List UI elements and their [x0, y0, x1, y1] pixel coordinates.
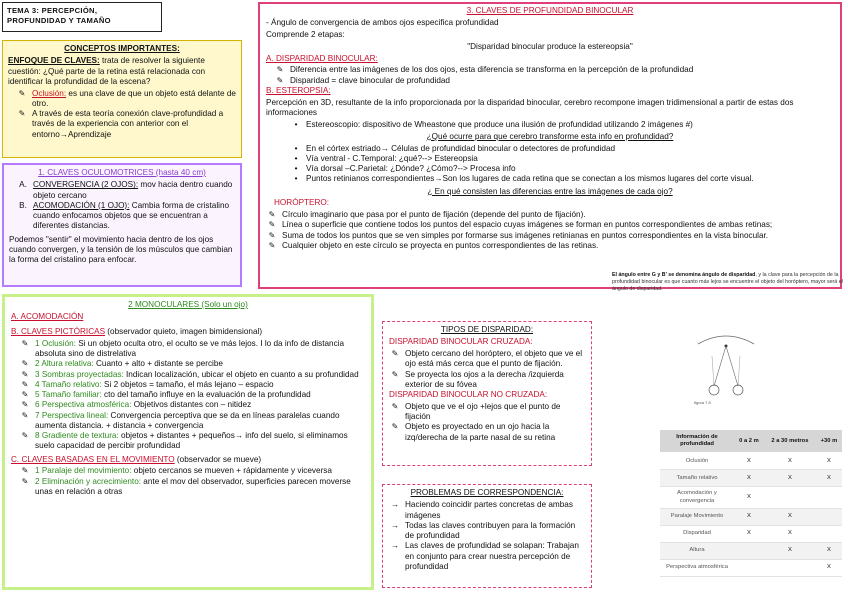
disparity-title: A. DISPARIDAD BINOCULAR:: [266, 53, 378, 63]
oculomotor-header: 1. CLAVES OCULOMOTRICES (hasta 40 cm): [38, 168, 206, 177]
oculomotor-item-letter: B.: [19, 200, 27, 210]
stereopsis-text: Percepción en 3D, resultante de la info proporcionada por la disparidad binocular, cerebro recompone imagen tridimensional a partir de estas dos informaciones: [266, 97, 794, 117]
correspondence-item-text: Haciendo coincidir partes concretas de ambas imágenes: [405, 500, 573, 520]
motion-cue-text: objeto cercanos se mueven + rápidamente y viceversa: [131, 466, 332, 476]
pencil-bullet-icon: ✎: [21, 338, 29, 348]
monocular-box: [2, 294, 374, 590]
table-header: 2 a 30 metros: [764, 430, 816, 453]
pencil-bullet-icon: ✎: [268, 210, 276, 219]
concepts-lead-text: trata de resolver la siguiente cuestión: ¿Qué parte de la retina está relacionada con identificar la profundidad de la escena?: [8, 56, 206, 86]
pictorial-cue: [11, 359, 365, 369]
table-row: [660, 453, 842, 470]
horopter-item: [266, 210, 834, 220]
pictorial-cue-label: 2 Altura relativa:: [35, 359, 94, 369]
table-cell: X: [764, 453, 816, 470]
uncrossed-item: [389, 422, 585, 443]
oculomotor-item-bold: ACOMODACIÓN (1 OJO):: [33, 200, 130, 210]
depth-cues-table: [660, 430, 842, 577]
pictorial-cue: [11, 411, 365, 432]
q1-item: [266, 144, 834, 154]
pencil-bullet-icon: ✎: [268, 230, 276, 240]
pictorial-cue: [11, 370, 365, 380]
motion-cue: [11, 477, 365, 498]
figure-label: figura 7.8: [694, 400, 711, 405]
correspondence-item: [389, 541, 585, 572]
correspondence-header: PROBLEMAS DE CORRESPONDENCIA:: [410, 488, 564, 497]
pictorial-cue-label: 4 Tamaño relativo:: [35, 379, 102, 389]
q1-item-text: Vía ventral - C.Temporal: ¿qué?--> Estereopsia: [306, 153, 478, 163]
concepts-lead: [8, 56, 236, 87]
disparity-types-header: TIPOS DE DISPARIDAD:: [440, 325, 534, 334]
motion-sub: (observador se mueve): [174, 454, 262, 464]
binocular-quote: "Disparidad binocular produce la estereopsia": [467, 41, 633, 51]
oculomotor-item: [9, 201, 235, 232]
concepts-item-bold: Oclusión:: [32, 88, 67, 98]
table-cell: X: [816, 542, 842, 559]
oculomotor-item-bold: CONVERGENCIA (2 OJOS):: [33, 180, 139, 190]
pictorial-cue: [11, 380, 365, 390]
motion-cue-label: 1 Paralaje del movimiento:: [35, 466, 132, 476]
figure-caption-text: , y la clave para la percepción de la profundidad binocular es que cuanto más lejos se encuentre el objeto del horóptero, mayor será el ángulo de disparidad.: [612, 272, 843, 292]
table-row-label: Oclusión: [660, 453, 734, 470]
pictorial-cue-text: Si un objeto oculta otro, el oculto se ve más lejos. I lo da info de distancia absoluta sino de distrelativa: [35, 338, 345, 358]
pictorial-cue-label: 6 Perspectiva atmosférica:: [35, 400, 132, 410]
horopter-item-text: Cualquier objeto en este círculo se proyecta en puntos correspondientes de las retinas.: [282, 240, 599, 250]
table-row: [660, 542, 842, 559]
accommodation-title: A. ACOMODACIÓN: [11, 312, 84, 322]
table-cell: [816, 525, 842, 542]
figure-panel: [596, 270, 844, 594]
pencil-bullet-icon: ✎: [391, 401, 399, 411]
pictorial-heading: [11, 327, 365, 337]
pictorial-cue: [11, 400, 365, 410]
stereoscope-item: [266, 120, 834, 130]
disparity-eye-diagram: [692, 326, 760, 408]
uncrossed-item-text: Objeto que ve el ojo +lejos que el punto de fijación: [405, 401, 561, 421]
pictorial-cue: [11, 431, 365, 452]
horopter-item: [266, 231, 834, 241]
table-row-label: Disparidad: [660, 525, 734, 542]
crossed-item-text: Se proyecta los ojos a la derecha /izquierda exterior de su fóvea: [405, 369, 564, 389]
binocular-intro1: - Ángulo de convergencia de ambos ojos especifica profundidad: [266, 18, 499, 28]
dot-bullet-icon: •: [294, 164, 298, 173]
table-cell: X: [734, 487, 764, 508]
concepts-lead-bold: ENFOQUE DE CLAVES:: [8, 56, 100, 66]
table-row: [660, 525, 842, 542]
q1-item: [266, 174, 834, 184]
table-cell: X: [764, 470, 816, 487]
pencil-bullet-icon: ✎: [21, 359, 29, 369]
oculomotor-item-text: mov hacia dentro cuando objeto cercano: [33, 180, 233, 200]
arrow-right-icon: →: [390, 500, 400, 510]
oculomotor-item-text: Cambia forma de cristalino cuando enfocamos objetos que se encuentran a diferentes distancias.: [33, 200, 230, 231]
crossed-title: DISPARIDAD BINOCULAR CRUZADA:: [389, 337, 533, 347]
concepts-header: CONCEPTOS IMPORTANTES:: [64, 44, 180, 53]
table-row-label: Tamaño relativo: [660, 470, 734, 487]
correspondence-item: [389, 500, 585, 521]
pictorial-cue-text: objetos + distantes + pequeños→ info del suelo, si eliminamos suelo capacidad de percibir profundidad: [35, 431, 348, 451]
pencil-bullet-icon: ✎: [391, 369, 399, 379]
pencil-bullet-icon: ✎: [18, 88, 26, 98]
table-cell: [816, 487, 842, 508]
pictorial-cue: [11, 339, 365, 360]
pictorial-cue-text: cto del tamaño influye en la evaluación de la profundidad: [101, 390, 311, 399]
stereoscope-text: Estereoscopio: dispositivo de Wheastone que produce una ilusión de profundidad utilizando 2 imágenes #): [306, 119, 693, 129]
dot-bullet-icon: •: [294, 153, 298, 163]
horopter-item: [266, 241, 834, 251]
pencil-bullet-icon: ✎: [276, 65, 284, 75]
topic-title: [2, 2, 162, 32]
correspondence-box: [382, 484, 592, 588]
pencil-bullet-icon: ✎: [268, 240, 276, 250]
table-cell: X: [816, 453, 842, 470]
dot-bullet-icon: •: [294, 174, 298, 184]
table-cell: [764, 487, 816, 508]
oculomotor-box: [2, 163, 242, 287]
motion-title: C. CLAVES BASADAS EN EL MOVIMIENTO: [11, 454, 175, 464]
oculomotor-item: [9, 180, 235, 201]
table-header: 0 a 2 m: [734, 430, 764, 453]
pencil-bullet-icon: ✎: [391, 422, 399, 432]
table-row-label: Perspectiva atmosférica: [660, 559, 734, 576]
disparity-item-text: Diferencia entre las imágenes de los dos ojos, esta diferencia se transforma en la percepción de la profundidad: [290, 65, 694, 75]
table-cell: X: [764, 508, 816, 525]
monocular-header: 2 MONOCULARES (Solo un ojo): [128, 300, 248, 309]
figure-caption-bold: El ángulo entre G y B' se denomina ángulo de disparidad: [612, 272, 756, 278]
pictorial-cue-label: 5 Tamaño familiar:: [35, 390, 102, 399]
topic-title-line1: TEMA 3: PERCEPCIÓN,: [7, 6, 98, 15]
crossed-item: [389, 370, 585, 391]
pencil-bullet-icon: ✎: [18, 109, 26, 118]
motion-heading: [11, 455, 365, 465]
horopter-item-text: Círculo imaginario que pasa por el punto de fijación (depende del punto de fijación).: [282, 210, 586, 219]
uncrossed-title: DISPARIDAD BINOCULAR NO CRUZADA:: [389, 390, 548, 399]
oculomotor-item-letter: A.: [19, 180, 27, 190]
disparity-types-box: [382, 321, 592, 466]
pictorial-cue-text: Indican localización, ubicar el objeto en cuanto a su profundidad: [123, 369, 359, 379]
question-1: ¿Qué ocurre para que cerebro transforme esta info en profundidad?: [426, 131, 674, 141]
table-cell: X: [816, 559, 842, 576]
table-cell: X: [734, 453, 764, 470]
correspondence-item-text: Todas las claves contribuyen para la formación de profundidad: [405, 520, 576, 540]
table-row: [660, 487, 842, 508]
pencil-bullet-icon: ✎: [268, 220, 276, 230]
horopter-item-text: Suma de todos los puntos que se ven simples por formarse sus imágenes retinianas en puntos correspondientes en la vista binocular.: [282, 230, 769, 240]
pictorial-cue-text: Cuanto + alto + distante se percibe: [93, 359, 223, 369]
disparity-item: [266, 65, 834, 75]
concepts-item-text: es una clave de que un objeto está delante de otro.: [32, 88, 236, 108]
stereopsis-title: B. ESTEROPSIA:: [266, 85, 331, 95]
pencil-bullet-icon: ✎: [21, 390, 29, 399]
uncrossed-item: [389, 402, 585, 423]
concepts-item-text: A través de esta teoría conexión clave-profundidad a través de la experiencia con anterior con el entorno→Aprendizaje: [32, 109, 224, 139]
topic-title-line2: PROFUNDIDAD Y TAMAÑO: [7, 16, 111, 26]
motion-cue: [11, 466, 365, 476]
table-cell: [734, 559, 764, 576]
binocular-header: 3. CLAVES DE PROFUNDIDAD BINOCULAR: [466, 6, 634, 15]
table-row-label: Acomodación y convergencia: [660, 487, 734, 508]
table-cell: X: [734, 525, 764, 542]
pictorial-cue-label: 7 Perspectiva lineal:: [35, 410, 109, 420]
dot-bullet-icon: •: [294, 143, 298, 153]
table-row: [660, 559, 842, 576]
pencil-bullet-icon: ✎: [21, 410, 29, 420]
motion-cue-label: 2 Eliminación y acrecimiento:: [35, 476, 142, 486]
pencil-bullet-icon: ✎: [21, 431, 29, 440]
table-cell: X: [764, 525, 816, 542]
pencil-bullet-icon: ✎: [21, 369, 29, 379]
pencil-bullet-icon: ✎: [276, 75, 284, 85]
table-header: Información de profundidad: [660, 430, 734, 453]
table-row-label: Paralaje Movimiento: [660, 508, 734, 525]
figure-caption: [612, 272, 844, 293]
pictorial-cue-text: Objetivos distantes con – nitidez: [131, 400, 252, 410]
correspondence-item: [389, 521, 585, 542]
table-cell: X: [764, 542, 816, 559]
pencil-bullet-icon: ✎: [21, 476, 29, 486]
concepts-item: [8, 109, 236, 140]
concepts-item: [8, 89, 236, 110]
pencil-bullet-icon: ✎: [21, 379, 29, 389]
table-row: [660, 508, 842, 525]
q1-item: [266, 154, 834, 164]
pictorial-cue: [11, 390, 365, 400]
pictorial-cue-text: Si 2 objetos = tamaño, el más lejano – espacio: [101, 379, 274, 389]
horopter-title: HORÓPTERO:: [274, 198, 330, 208]
q1-item-text: Vía dorsal –C.Parietal: ¿Dónde? ¿Cómo?--> Procesa info: [306, 164, 516, 173]
concepts-box: [2, 40, 242, 158]
horopter-item-text: Línea o superficie que contiene todos los puntos del espacio cuyas imágenes se forman en puntos correspondientes de ambas retinas;: [282, 220, 773, 230]
pencil-bullet-icon: ✎: [391, 349, 399, 358]
pictorial-cue-label: 3 Sombras proyectadas:: [35, 369, 124, 379]
disparity-item: [266, 76, 834, 86]
pencil-bullet-icon: ✎: [21, 400, 29, 410]
table-header: +30 m: [816, 430, 842, 453]
table-row: [660, 470, 842, 487]
table-cell: X: [816, 470, 842, 487]
horopter-item: [266, 220, 834, 230]
uncrossed-item-text: Objeto es proyectado en un ojo hacia la izq/derecha de la parte nasal de su retina: [405, 422, 556, 442]
arrow-right-icon: →: [390, 541, 400, 551]
motion-cue-text: ante el mov del observador, superficies parecen moverse unas en relación a otras: [35, 476, 351, 496]
disparity-item-text: Disparidad = clave binocular de profundidad: [290, 75, 450, 85]
correspondence-item-text: Las claves de profundidad se solapan: Trabajan en conjunto para crear nuestra percepción de profundidad: [405, 541, 579, 571]
oculomotor-note: Podemos "sentir" el movimiento hacia dentro de los ojos cuando convergen, y la tensión de los músculos que cambian la forma del cristalino para enfocar.: [9, 234, 233, 264]
question-2: ¿ En qué consisten las diferencias entre las imágenes de cada ojo?: [427, 186, 673, 196]
q1-item: [266, 164, 834, 174]
table-cell: X: [734, 508, 764, 525]
crossed-item-text: Objeto cercano del horóptero, el objeto que ve el ojo está más cerca que el punto de fijación.: [405, 349, 583, 369]
arrow-right-icon: →: [390, 520, 400, 530]
table-cell: [816, 508, 842, 525]
pictorial-cue-label: 1 Oclusión:: [35, 338, 76, 348]
dot-bullet-icon: •: [294, 119, 298, 129]
table-cell: X: [734, 470, 764, 487]
table-cell: [764, 559, 816, 576]
q1-item-text: Puntos retinianos correspondientes→Son los lugares de cada retina que se conectan a los mismos lugares del corte visual.: [306, 174, 754, 184]
table-row-label: Altura: [660, 542, 734, 559]
table-cell: [734, 542, 764, 559]
binocular-box: [258, 2, 842, 289]
pictorial-cue-text: Convergencia perceptiva que se da en líneas paralelas cuando aumenta distancia. + distancia + convergencia: [35, 410, 340, 430]
binocular-intro2: Comprende 2 etapas:: [266, 30, 345, 39]
crossed-item: [389, 349, 585, 370]
pencil-bullet-icon: ✎: [21, 466, 29, 476]
pictorial-sub: (observador quieto, imagen bimidensional): [105, 327, 263, 336]
q1-item-text: En el córtex estriado→ Células de profundidad binocular o detectores de profundidad: [306, 143, 616, 153]
pictorial-title: B. CLAVES PICTÓRICAS: [11, 327, 106, 336]
pictorial-cue-label: 8 Gradiente de textura:: [35, 431, 119, 440]
